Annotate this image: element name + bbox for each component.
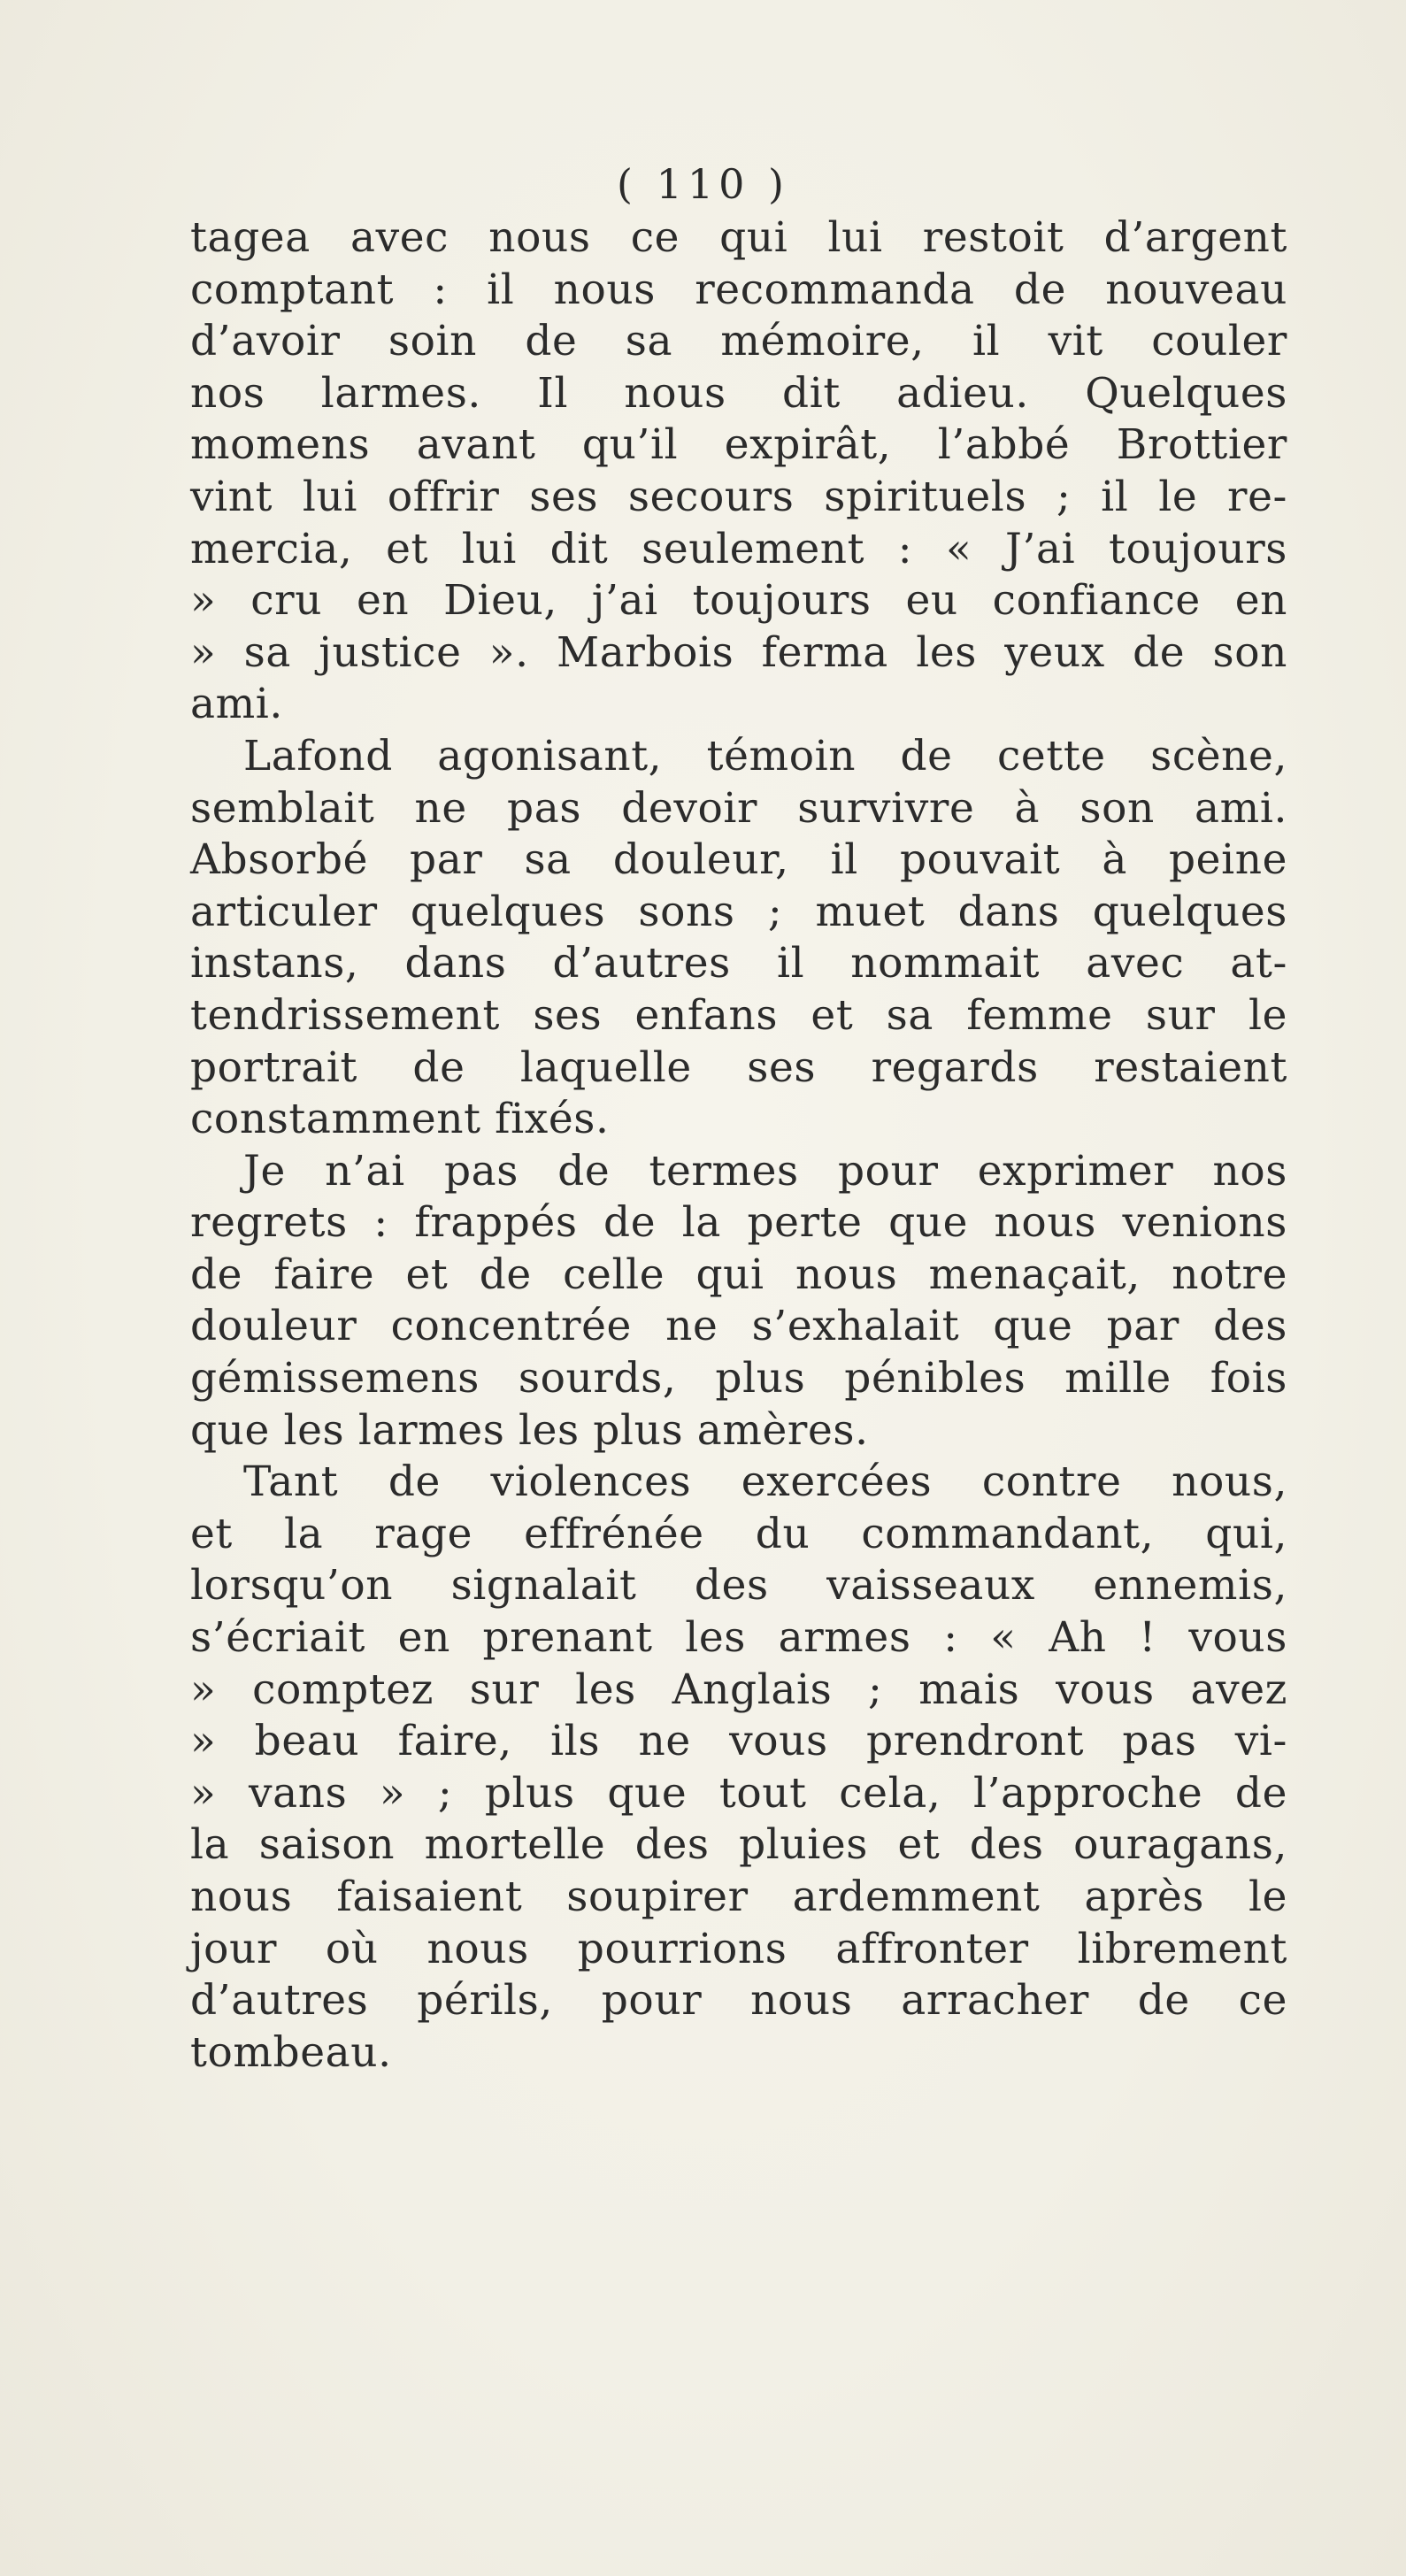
text-line: jour où nous pourrions affronter librement — [190, 1924, 1287, 1973]
text-line: momens avant qu’il expirât, l’abbé Brottier — [190, 420, 1287, 470]
text-line: nous faisaient soupirer ardemment après le — [190, 1872, 1287, 1921]
text-line: gémissemens sourds, plus pénibles mille fois — [190, 1354, 1287, 1403]
text-line: semblait ne pas devoir survivre à son ami. — [190, 783, 1287, 833]
text-line: Tant de violences exercées contre nous, — [243, 1457, 1287, 1507]
text-line: portrait de laquelle ses regards restaient — [190, 1042, 1287, 1092]
text-line: » comptez sur les Anglais ; mais vous avez — [190, 1665, 1287, 1714]
text-line: de faire et de celle qui nous menaçait, notre — [190, 1250, 1287, 1299]
paragraph-1 — [190, 212, 1287, 731]
text-line: instans, dans d’autres il nommait avec at- — [190, 939, 1287, 988]
text-line: Lafond agonisant, témoin de cette scène, — [243, 731, 1287, 780]
page-number: ( 110 ) — [617, 160, 789, 208]
text-line: s’écriait en prenant les armes : « Ah ! vous — [190, 1613, 1287, 1663]
text-line: Absorbé par sa douleur, il pouvait à peine — [190, 835, 1287, 885]
text-line: vint lui offrir ses secours spirituels ; il le re- — [190, 472, 1287, 521]
text-line: tombeau. — [190, 2027, 392, 2077]
text-line: Je n’ai pas de termes pour exprimer nos — [243, 1146, 1287, 1196]
text-line: que les larmes les plus amères. — [190, 1405, 869, 1455]
text-line: » sa justice ». Marbois ferma les yeux de son — [190, 627, 1287, 677]
text-line: et la rage effrénée du commandant, qui, — [190, 1509, 1287, 1558]
text-line: constamment fixés. — [190, 1095, 610, 1144]
text-line: mercia, et lui dit seulement : « J’ai toujours — [190, 524, 1287, 573]
text-line: ami. — [190, 680, 283, 729]
text-line: tagea avec nous ce qui lui restoit d’argent — [190, 213, 1287, 262]
paragraph-4 — [190, 1457, 1287, 2079]
text-line: lorsqu’on signalait des vaisseaux ennemis, — [190, 1561, 1287, 1611]
text-line: articuler quelques sons ; muet dans quelques — [190, 887, 1287, 936]
body-text — [190, 212, 1287, 2079]
paragraph-2 — [190, 731, 1287, 1146]
text-line: » beau faire, ils ne vous prendront pas vi- — [190, 1717, 1287, 1766]
paragraph-3 — [190, 1146, 1287, 1457]
text-line: tendrissement ses enfans et sa femme sur le — [190, 990, 1287, 1040]
text-line: la saison mortelle des pluies et des ouragans, — [190, 1820, 1287, 1870]
text-line: d’autres périls, pour nous arracher de ce — [190, 1976, 1287, 2026]
text-line: » cru en Dieu, j’ai toujours eu confiance en — [190, 576, 1287, 626]
text-line: douleur concentrée ne s’exhalait que par des — [190, 1302, 1287, 1351]
text-line: d’avoir soin de sa mémoire, il vit couler — [190, 317, 1287, 366]
text-line: regrets : frappés de la perte que nous venions — [190, 1198, 1287, 1248]
text-line: comptant : il nous recommanda de nouveau — [190, 265, 1287, 314]
text-line: nos larmes. Il nous dit adieu. Quelques — [190, 368, 1287, 418]
text-line: » vans » ; plus que tout cela, l’approche de — [190, 1768, 1287, 1818]
